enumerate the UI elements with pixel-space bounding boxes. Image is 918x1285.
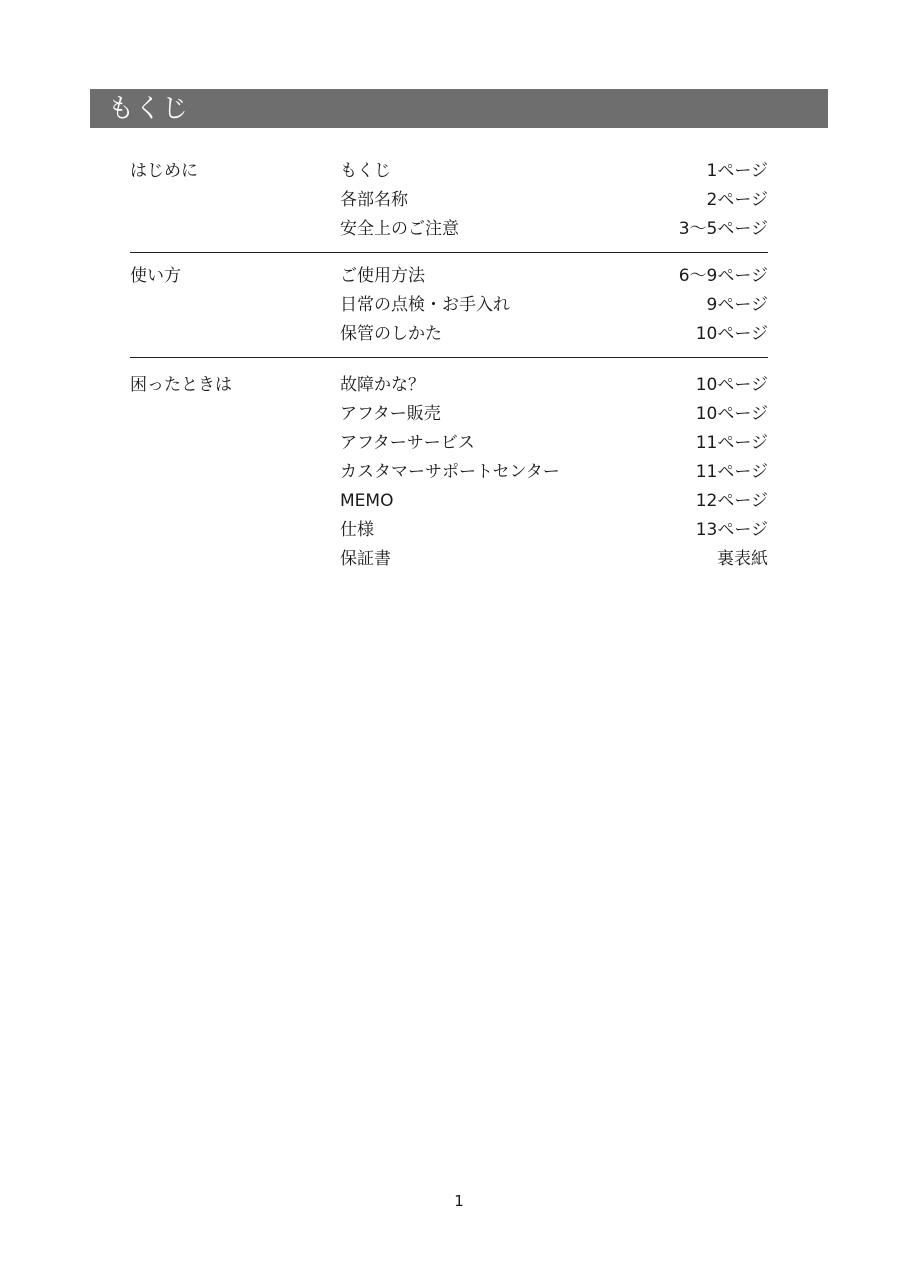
toc-entry[interactable] <box>340 186 768 215</box>
entry-page: 6〜9ページ <box>678 266 768 286</box>
toc-entry[interactable] <box>340 215 768 244</box>
entry-page: 10ページ <box>695 404 768 424</box>
toc-entry[interactable] <box>340 429 768 458</box>
entry-title: 故障かな？ <box>340 375 425 395</box>
entry-page: 2ページ <box>706 190 768 210</box>
entry-page: 13ページ <box>695 520 768 540</box>
section-entries <box>340 262 768 349</box>
entry-title: アフター販売 <box>340 404 441 424</box>
toc-entry[interactable] <box>340 516 768 545</box>
entry-page: 1ページ <box>706 161 768 181</box>
entry-page: 11ページ <box>695 462 768 482</box>
entry-title: 仕様 <box>340 520 374 540</box>
entry-title: アフターサービス <box>340 433 475 453</box>
entry-page: 10ページ <box>695 375 768 395</box>
entry-title: カスタマーサポートセンター <box>340 462 560 482</box>
entry-page: 12ページ <box>695 491 768 511</box>
title-bar <box>90 89 828 128</box>
entry-page: 10ページ <box>695 324 768 344</box>
entry-page: 9ページ <box>706 295 768 315</box>
entry-title: 保管のしかた <box>340 324 442 344</box>
page-number: 1 <box>454 1192 464 1210</box>
toc-entry[interactable] <box>340 157 768 186</box>
toc-entry[interactable] <box>340 400 768 429</box>
toc-entry[interactable] <box>340 487 768 516</box>
section-label: はじめに <box>130 161 198 181</box>
toc-entry[interactable] <box>340 262 768 291</box>
section-entries <box>340 157 768 244</box>
section-label: 困ったときは <box>130 375 232 395</box>
section-label: 使い方 <box>130 266 181 286</box>
entry-title: ご使用方法 <box>340 266 425 286</box>
toc-entry[interactable] <box>340 545 768 574</box>
entry-title: 各部名称 <box>340 190 408 210</box>
table-of-contents <box>130 157 768 574</box>
toc-section-troubleshooting <box>130 358 768 574</box>
entry-page: 裏表紙 <box>717 549 768 569</box>
page-title: もくじ <box>108 93 190 124</box>
toc-entry[interactable] <box>340 458 768 487</box>
entry-title: 日常の点検・お手入れ <box>340 295 510 315</box>
entry-title: 安全上のご注意 <box>340 219 459 239</box>
section-entries <box>340 371 768 574</box>
entry-title: もくじ <box>340 161 391 181</box>
entry-page: 3〜5ページ <box>678 219 768 239</box>
entry-title: MEMO <box>340 491 394 511</box>
entry-title: 保証書 <box>340 549 391 569</box>
toc-section-usage <box>130 253 768 358</box>
toc-section-introduction <box>130 157 768 253</box>
toc-entry[interactable] <box>340 291 768 320</box>
toc-entry[interactable] <box>340 320 768 349</box>
toc-entry[interactable] <box>340 371 768 400</box>
entry-page: 11ページ <box>695 433 768 453</box>
